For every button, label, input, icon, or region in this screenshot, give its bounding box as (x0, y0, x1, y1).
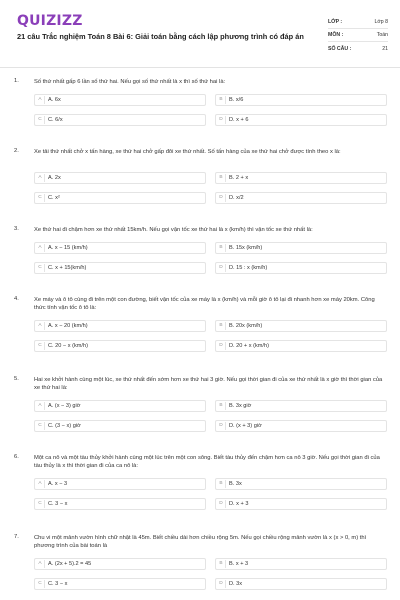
option-text: B. 20x (km/h) (229, 323, 263, 329)
answer-option-c[interactable] (34, 192, 206, 204)
option-letter: A (36, 402, 45, 410)
option-text: C. x + 15(km/h) (48, 265, 87, 271)
question-text: Xe tải thứ nhất chở x tấn hàng, xe thứ hai chở gấp đôi xe thứ nhất. Số tấn hàng của xe thứ hai chở được tính theo x là: (34, 149, 341, 155)
option-text: B. x/6 (229, 97, 244, 103)
option-letter: C (36, 264, 45, 272)
option-letter: B (217, 244, 226, 252)
option-letter: A (36, 560, 45, 568)
option-text: A. 6x (48, 97, 61, 103)
meta-table (328, 16, 388, 55)
option-text: A. (x − 3) giờ (48, 403, 81, 409)
answer-option-b[interactable] (215, 94, 387, 106)
option-letter: D (217, 342, 226, 350)
answer-option-c[interactable] (34, 114, 206, 126)
answer-option-b[interactable] (215, 320, 387, 332)
meta-key: SỐ CÂU : (328, 45, 352, 52)
option-text: D. x/2 (229, 195, 244, 201)
answer-option-c[interactable] (34, 262, 206, 274)
answer-option-d[interactable] (215, 114, 387, 126)
answer-option-a[interactable] (34, 172, 206, 184)
answer-option-d[interactable] (215, 262, 387, 274)
meta-value: Toán (376, 32, 388, 38)
option-letter: D (217, 264, 226, 272)
question-text: Hai xe khởi hành cùng một lúc, xe thứ nhất đến sớm hơn xe thứ hai 3 giờ. Nếu gọi thời gian đi của xe thứ nhất là x giờ thì thời gian của xe thứ hai là: (34, 377, 383, 391)
quizizz-logo: QUIZIZZ (17, 13, 83, 29)
answer-option-c[interactable] (34, 578, 206, 590)
option-letter: C (36, 116, 45, 124)
option-letter: A (36, 96, 45, 104)
option-letter: D (217, 422, 226, 430)
option-text: B. 15x (km/h) (229, 245, 263, 251)
document-title: 21 câu Trắc nghiệm Toán 8 Bài 6: Giải toán bằng cách lập phương trình có đáp án (17, 32, 304, 41)
question-text: Chu vi một mảnh vườn hình chữ nhật là 45m. Biết chiều dài hơn chiều rộng 5m. Nếu gọi chiều rộng mảnh vườn là x (x > 0, m) thì phương trình của bài toán là (34, 535, 367, 549)
answer-option-a[interactable] (34, 94, 206, 106)
option-text: A. (2x + 5).2 = 45 (48, 561, 92, 567)
answer-option-a[interactable] (34, 558, 206, 570)
option-text: D. 3x (229, 581, 243, 587)
option-letter: A (36, 322, 45, 330)
answer-option-d[interactable] (215, 340, 387, 352)
option-letter: C (36, 342, 45, 350)
option-letter: D (217, 580, 226, 588)
answer-option-c[interactable] (34, 420, 206, 432)
option-letter: C (36, 580, 45, 588)
question-text: Số thứ nhất gấp 6 lần số thứ hai. Nếu gọi số thứ nhất là x thì số thứ hai là: (34, 79, 226, 85)
answer-option-d[interactable] (215, 498, 387, 510)
option-letter: D (217, 500, 226, 508)
option-letter: C (36, 194, 45, 202)
option-text: A. 2x (48, 175, 61, 181)
meta-key: LỚP : (328, 19, 343, 25)
question-text: Xe thứ hai đi chậm hơn xe thứ nhất 15km/h. Nếu gọi vận tốc xe thứ hai là x (km/h) thì vận tốc xe thứ nhất là: (34, 227, 313, 233)
answer-option-a[interactable] (34, 320, 206, 332)
option-letter: B (217, 174, 226, 182)
option-letter: A (36, 244, 45, 252)
answer-option-b[interactable] (215, 400, 387, 412)
question-text: Một ca nô và một tàu thủy khởi hành cùng một lúc trên một con sông. Biết tàu thủy đến chậm hơn ca nô 3 giờ. Nếu gọi thời gian đi của tàu thủy là x thì thời gian đi của ca nô là: (34, 455, 380, 469)
option-letter: B (217, 560, 226, 568)
option-text: A. x − 20 (km/h) (48, 323, 88, 329)
option-letter: A (36, 480, 45, 488)
question-number: 5. (14, 376, 19, 382)
answer-option-b[interactable] (215, 172, 387, 184)
option-letter: B (217, 96, 226, 104)
option-text: B. 3x (229, 481, 242, 487)
option-text: C. 20 − x (km/h) (48, 343, 88, 349)
option-letter: B (217, 402, 226, 410)
option-text: B. 3x giờ (229, 403, 252, 409)
option-letter: D (217, 194, 226, 202)
answer-option-d[interactable] (215, 578, 387, 590)
option-text: B. x + 3 (229, 561, 249, 567)
option-text: D. x + 6 (229, 117, 249, 123)
option-letter: C (36, 500, 45, 508)
question-number: 6. (14, 454, 19, 460)
option-text: A. x − 3 (48, 481, 68, 487)
answer-option-b[interactable] (215, 478, 387, 490)
answer-option-a[interactable] (34, 242, 206, 254)
question-number: 3. (14, 226, 19, 232)
option-text: D. 15 : x (km/h) (229, 265, 268, 271)
option-letter: D (217, 116, 226, 124)
question-number: 7. (14, 534, 19, 540)
answer-option-d[interactable] (215, 420, 387, 432)
option-text: C. 6/x (48, 117, 63, 123)
option-text: B. 2 + x (229, 175, 249, 181)
meta-value: Lớp 8 (374, 19, 388, 25)
option-text: C. 3 − x (48, 581, 68, 587)
option-text: C. (3 − x) giờ (48, 423, 81, 429)
question-text: Xe máy và ô tô cùng đi trên một con đường, biết vận tốc của xe máy là x (km/h) và mỗi giờ ô tô lại đi nhanh hơn xe máy 20km. Công thức tính vận tốc ô tô là: (34, 297, 375, 311)
option-text: C. 3 − x (48, 501, 68, 507)
answer-option-d[interactable] (215, 192, 387, 204)
option-letter: A (36, 174, 45, 182)
meta-key: MÔN : (328, 32, 344, 38)
page-header (0, 0, 400, 68)
answer-option-c[interactable] (34, 498, 206, 510)
meta-value: 21 (382, 45, 388, 52)
question-number: 1. (14, 78, 19, 84)
question-number: 4. (14, 296, 19, 302)
meta-row-count (328, 42, 388, 55)
answer-option-a[interactable] (34, 400, 206, 412)
option-letter: C (36, 422, 45, 430)
answer-option-b[interactable] (215, 242, 387, 254)
option-text: C. x² (48, 195, 60, 201)
option-text: A. x − 15 (km/h) (48, 245, 88, 251)
answer-option-c[interactable] (34, 340, 206, 352)
option-text: D. (x + 3) giờ (229, 423, 262, 429)
question-number: 2. (14, 148, 19, 154)
option-letter: B (217, 480, 226, 488)
option-text: D. x + 3 (229, 501, 249, 507)
option-letter: B (217, 322, 226, 330)
meta-row-subject (328, 29, 388, 42)
answer-option-b[interactable] (215, 558, 387, 570)
meta-row-grade (328, 16, 388, 29)
option-text: D. 20 + x (km/h) (229, 343, 269, 349)
answer-option-a[interactable] (34, 478, 206, 490)
